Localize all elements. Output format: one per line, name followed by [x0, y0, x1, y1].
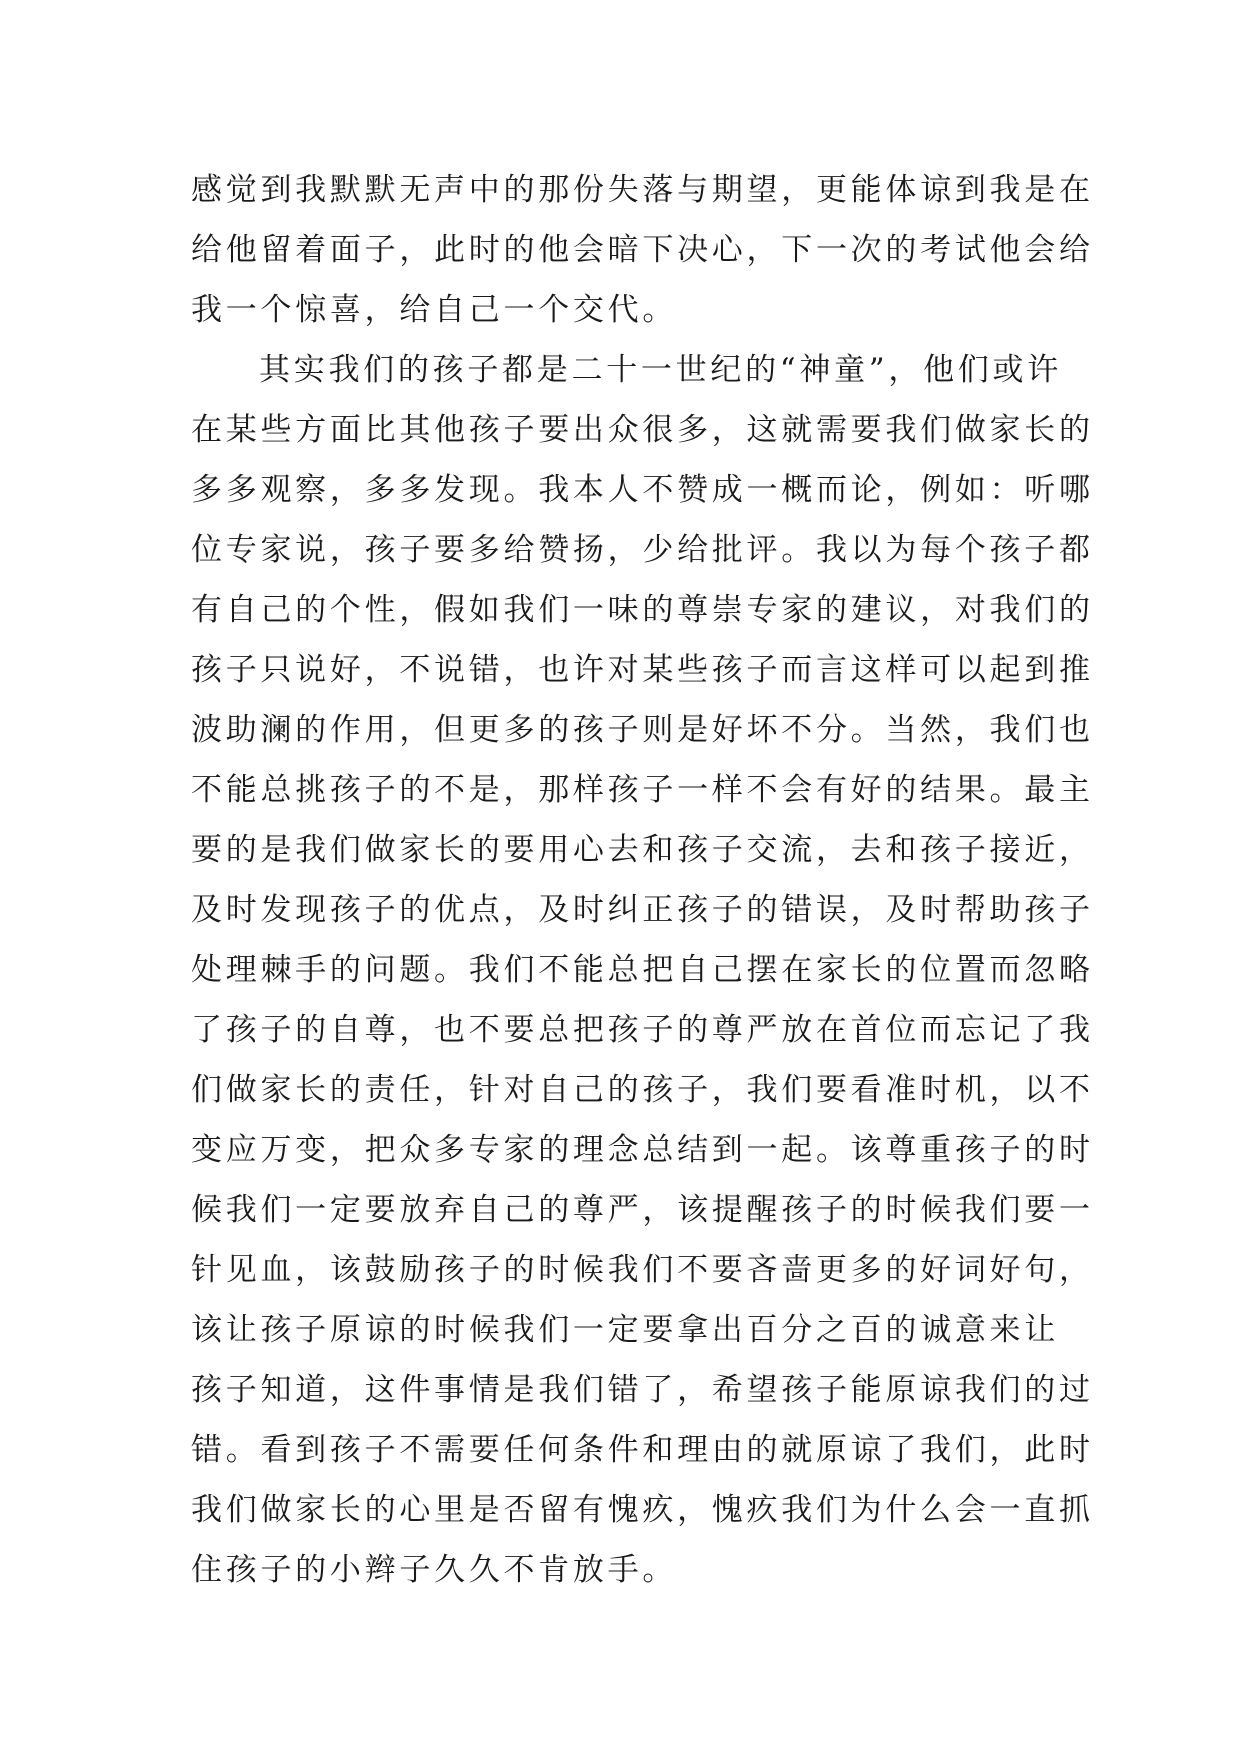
text-line: 了孩子的自尊，也不要总把孩子的尊严放在首位而忘记了我 [191, 1012, 1094, 1048]
text-line: 我们做家长的心里是否留有愧疚，愧疚我们为什么会一直抓 [191, 1492, 1094, 1528]
text-line: 及时发现孩子的优点，及时纠正孩子的错误，及时帮助孩子 [191, 892, 1094, 928]
paragraph-1 [191, 160, 1094, 340]
body-text [191, 160, 1094, 1600]
text-line: 有自己的个性，假如我们一味的尊崇专家的建议，对我们的 [191, 592, 1094, 628]
text-line: 孩子知道，这件事情是我们错了，希望孩子能原谅我们的过 [191, 1372, 1094, 1408]
text-line: 感觉到我默默无声中的那份失落与期望，更能体谅到我是在 [191, 172, 1094, 208]
text-line: 该让孩子原谅的时候我们一定要拿出百分之百的诚意来让 [191, 1312, 1059, 1348]
paragraph-2 [191, 340, 1094, 1600]
text-line: 要的是我们做家长的要用心去和孩子交流，去和孩子接近， [191, 832, 1094, 868]
text-line: 在某些方面比其他孩子要出众很多，这就需要我们做家长的 [191, 412, 1094, 448]
text-line: 给他留着面子，此时的他会暗下决心，下一次的考试他会给 [191, 232, 1094, 268]
text-line: 波助澜的作用，但更多的孩子则是好坏不分。当然，我们也 [191, 712, 1094, 748]
text-line: 不能总挑孩子的不是，那样孩子一样不会有好的结果。最主 [191, 772, 1094, 808]
text-line: 针见血，该鼓励孩子的时候我们不要吝啬更多的好词好句， [191, 1252, 1094, 1288]
text-line: 住孩子的小辫子久久不肯放手。 [191, 1552, 678, 1588]
text-line: 孩子只说好，不说错，也许对某些孩子而言这样可以起到推 [191, 652, 1094, 688]
text-line: 变应万变，把众多专家的理念总结到一起。该尊重孩子的时 [191, 1132, 1094, 1168]
text-line: 我一个惊喜，给自己一个交代。 [191, 292, 678, 328]
text-line: 候我们一定要放弃自己的尊严，该提醒孩子的时候我们要一 [191, 1192, 1094, 1228]
text-line: 错。看到孩子不需要任何条件和理由的就原谅了我们，此时 [191, 1432, 1094, 1468]
text-line: 位专家说，孩子要多给赞扬，少给批评。我以为每个孩子都 [191, 532, 1094, 568]
text-line: 多多观察，多多发现。我本人不赞成一概而论，例如：听哪 [191, 472, 1094, 508]
text-line: 其实我们的孩子都是二十一世纪的“神童”，他们或许 [259, 352, 1062, 388]
text-line: 处理棘手的问题。我们不能总把自己摆在家长的位置而忽略 [191, 952, 1094, 988]
text-line: 们做家长的责任，针对自己的孩子，我们要看准时机，以不 [191, 1072, 1094, 1108]
